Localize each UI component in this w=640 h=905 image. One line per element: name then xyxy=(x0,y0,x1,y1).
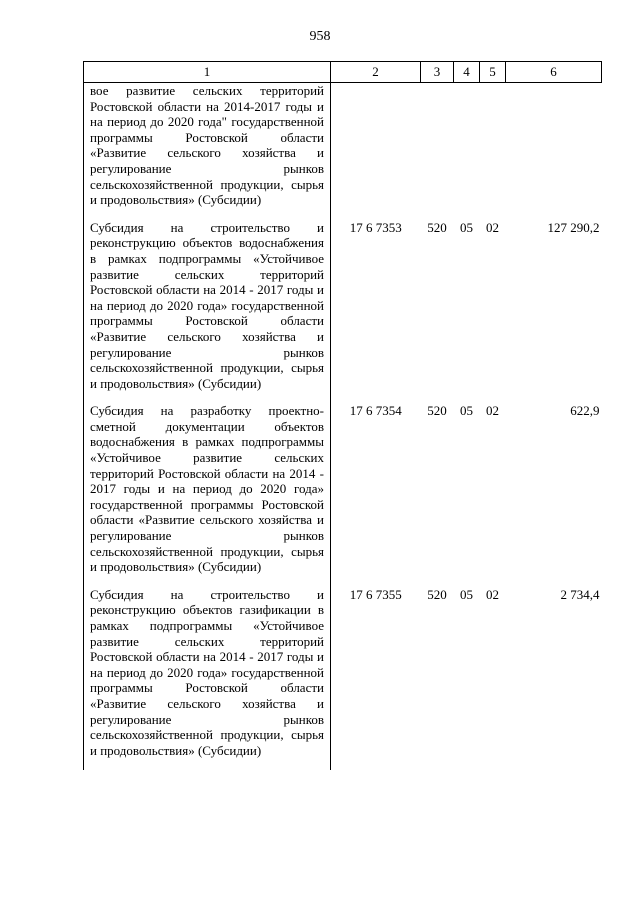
header-col-1: 1 xyxy=(84,62,331,83)
row-vr: 520 xyxy=(427,586,447,602)
table-row xyxy=(84,220,602,404)
row-vr xyxy=(421,83,454,220)
header-row xyxy=(84,62,602,83)
row-rz: 05 xyxy=(460,219,473,235)
row-pr: 02 xyxy=(486,586,499,602)
row-pr xyxy=(480,83,506,220)
row-pr: 02 xyxy=(486,219,499,235)
row-vr: 520 xyxy=(427,219,447,235)
row-vr: 520 xyxy=(427,403,447,419)
row-rz: 05 xyxy=(460,403,473,419)
row-pr: 02 xyxy=(486,403,499,419)
header-col-2: 2 xyxy=(331,62,421,83)
header-col-6: 6 xyxy=(506,62,602,83)
header-col-5: 5 xyxy=(480,62,506,83)
table-row xyxy=(84,587,602,771)
row-amount xyxy=(506,83,602,220)
table-row xyxy=(84,83,602,220)
row-description: вое развитие сельских территорий Ростовской области на 2014-2017 годы и на период до 2020 года" государственной программы Ростовской области «Развитие сельского хозяйства и регулирование рынков сельскохозяйственной продукции, сырья и продовольствия» (Субсидии) xyxy=(84,83,331,220)
table-row xyxy=(84,403,602,587)
row-code xyxy=(331,83,421,220)
row-code: 17 6 7355 xyxy=(349,586,402,602)
row-code: 17 6 7354 xyxy=(349,403,402,419)
row-rz: 05 xyxy=(460,586,473,602)
row-amount: 127 290,2 xyxy=(547,219,600,235)
row-amount: 2 734,4 xyxy=(560,586,600,602)
row-description: Субсидия на строительство и реконструкцию объектов газификации в рамках подпрограммы «Устойчивое развитие сельских территорий Ростовской области на 2014 - 2017 годы и на период до 2020 года» государственной программы Ростовской области «Развитие сельского хозяйства и регулирование рынков сельскохозяйственной продукции, сырья и продовольствия» (Субсидии) xyxy=(84,587,331,771)
page-number: 958 xyxy=(309,29,331,44)
row-amount: 622,9 xyxy=(570,403,600,419)
header-col-3: 3 xyxy=(421,62,454,83)
row-description: Субсидия на строительство и реконструкцию объектов водоснабжения в рамках подпрограммы «Устойчивое развитие сельских территорий Ростовской области на 2014 - 2017 годы и на период до 2020 года» государственной программы Ростовской области «Развитие сельского хозяйства и регулирование рынков сельскохозяйственной продукции, сырья и продовольствия» (Субсидии) xyxy=(84,220,331,404)
header-col-4: 4 xyxy=(454,62,480,83)
row-code: 17 6 7353 xyxy=(349,219,402,235)
row-rz xyxy=(454,83,480,220)
row-description: Субсидия на разработку проектно-сметной документации объектов водоснабжения в рамках подпрограммы «Устойчивое развитие сельских территорий Ростовской области на 2014 - 2017 годы и на период до 2020 года» государственной программы Ростовской области «Развитие сельского хозяйства и регулирование рынков сельскохозяйственной продукции, сырья и продовольствия» (Субсидии) xyxy=(84,403,331,587)
budget-table xyxy=(83,61,602,770)
